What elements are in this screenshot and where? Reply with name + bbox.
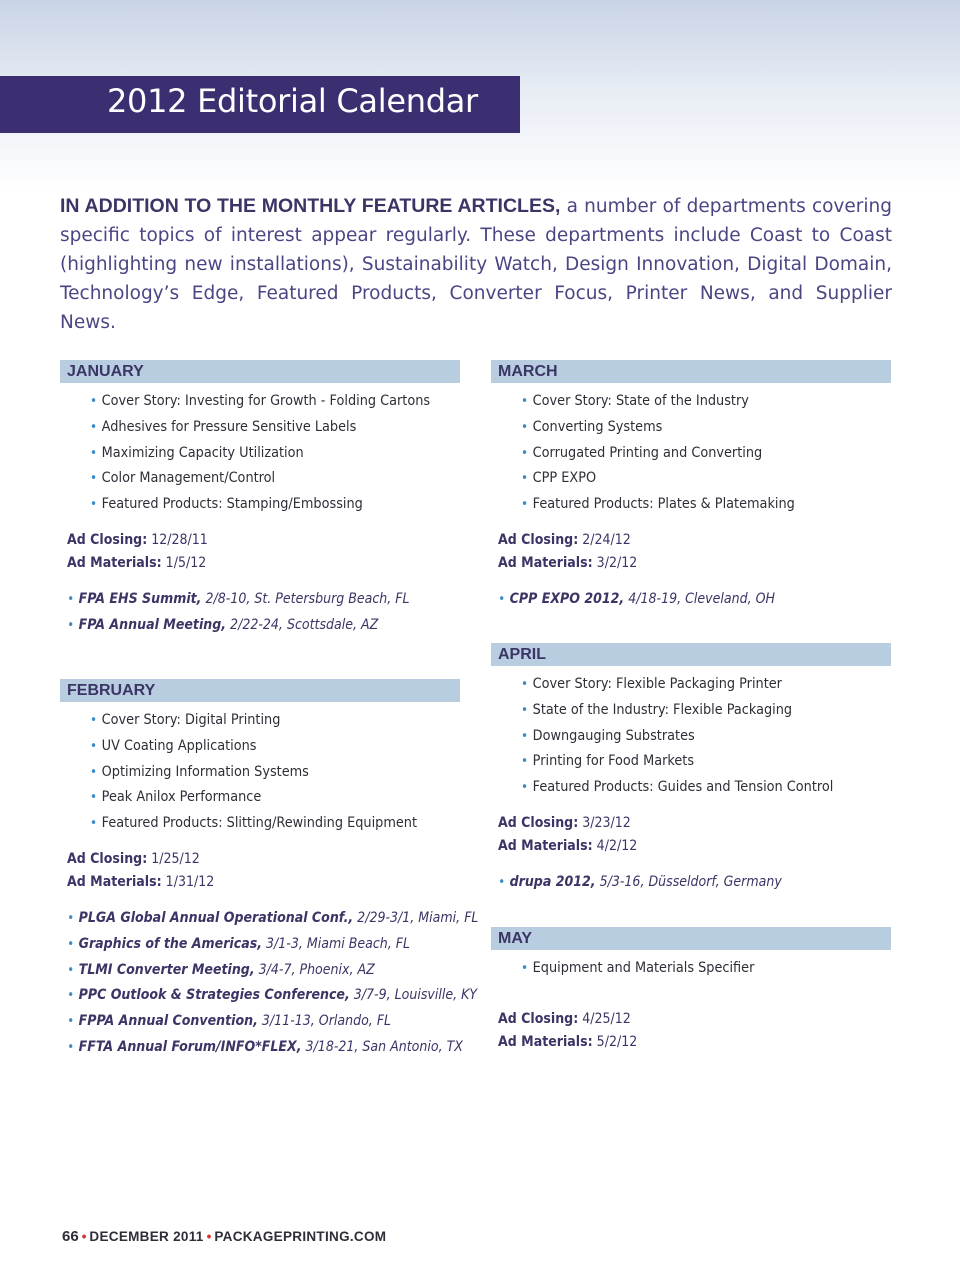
event-item: • FPA EHS Summit, 2/8-10, St. Petersburg Beach, FL	[67, 590, 410, 607]
bullet-icon: •	[90, 816, 98, 832]
deadlines	[491, 812, 891, 858]
website: PACKAGEPRINTING.COM	[214, 1229, 387, 1244]
topic-item: • Cover Story: State of the Industry	[521, 393, 749, 409]
topic-item: • State of the Industry: Flexible Packaging	[521, 701, 793, 718]
event-item: • CPP EXPO 2012, 4/18-19, Cleveland, OH	[498, 590, 775, 607]
deadlines	[60, 529, 460, 575]
topic-item: • Equipment and Materials Specifier	[521, 960, 755, 976]
topic-item: • Printing for Food Markets	[521, 753, 695, 770]
issue-date: DECEMBER 2011	[89, 1229, 204, 1244]
topic-list	[491, 666, 891, 801]
topic-item: • Downgauging Substrates	[521, 727, 695, 744]
bullet-icon: •	[498, 591, 506, 607]
event-item: • Graphics of the Americas, 3/1-3, Miami Beach, FL	[67, 935, 411, 952]
topic-item: • Optimizing Information Systems	[90, 763, 309, 780]
event-list	[491, 587, 891, 613]
ad-materials: Ad Materials: 4/2/12	[498, 837, 638, 854]
topic-item: • Converting Systems	[521, 418, 663, 435]
month-header: APRIL	[491, 643, 891, 666]
bullet-icon: •	[90, 394, 98, 409]
month-header: JANUARY	[60, 360, 460, 383]
month-february	[60, 679, 479, 1061]
bullet-icon: •	[521, 445, 529, 461]
event-item: • FPA Annual Meeting, 2/22-24, Scottsdale, AZ	[67, 616, 379, 633]
ad-closing: Ad Closing: 2/24/12	[498, 531, 631, 548]
ad-closing: Ad Closing: 3/23/12	[498, 814, 631, 831]
event-list	[60, 587, 460, 639]
ad-closing: Ad Closing: 12/28/11	[67, 531, 208, 548]
bullet-icon: •	[498, 874, 506, 890]
month-header: FEBRUARY	[60, 679, 460, 702]
bullet-icon: •	[521, 677, 529, 692]
intro-text: a number of departments covering specific topics of interest appear regularly. These departments include Coast to Coast (highlighting new installations), Sustainability Watch, Design Innovation, Digital Domain, Technology’s Edge, Featured Products, Converter Focus, Printer News, and Supplier News.	[60, 196, 892, 333]
page-number: 66	[62, 1228, 79, 1245]
intro-paragraph	[60, 192, 892, 337]
event-item: • FPPA Annual Convention, 3/11-13, Orlando, FL	[67, 1013, 392, 1030]
deadlines	[491, 529, 891, 575]
event-item: • FFTA Annual Forum/INFO*FLEX, 3/18-21, San Antonio, TX	[67, 1038, 463, 1055]
footer-bullet-icon: •	[81, 1229, 87, 1244]
topic-list	[60, 702, 460, 837]
bullet-icon: •	[67, 1039, 75, 1055]
bullet-icon: •	[521, 961, 529, 976]
bullet-icon: •	[90, 471, 98, 487]
topic-list	[60, 383, 460, 518]
topic-item: • Featured Products: Stamping/Embossing	[90, 496, 363, 513]
topic-item: • Cover Story: Flexible Packaging Printer	[521, 676, 782, 692]
bullet-icon: •	[67, 988, 75, 1004]
event-list	[60, 906, 479, 1061]
bullet-icon: •	[521, 497, 529, 513]
topic-item: • Cover Story: Investing for Growth - Folding Cartons	[90, 393, 431, 409]
topic-item: • Featured Products: Guides and Tension Control	[521, 779, 834, 796]
ad-closing: Ad Closing: 4/25/12	[498, 1010, 631, 1027]
topic-item: • Featured Products: Plates & Platemaking	[521, 496, 795, 513]
bullet-icon: •	[521, 394, 529, 409]
month-header: MARCH	[491, 360, 891, 383]
bullet-icon: •	[67, 1014, 75, 1030]
event-list	[491, 870, 891, 896]
bullet-icon: •	[90, 497, 98, 513]
bullet-icon: •	[67, 617, 75, 633]
topic-item: • Color Management/Control	[90, 470, 276, 487]
bullet-icon: •	[67, 962, 75, 978]
bullet-icon: •	[90, 713, 98, 728]
bullet-icon: •	[90, 764, 98, 780]
bullet-icon: •	[521, 754, 529, 770]
month-may	[491, 927, 891, 1054]
deadlines	[491, 1008, 891, 1054]
ad-materials: Ad Materials: 1/5/12	[67, 554, 207, 571]
topic-list	[491, 383, 891, 518]
bullet-icon: •	[67, 910, 75, 926]
ad-materials: Ad Materials: 3/2/12	[498, 554, 638, 571]
bullet-icon: •	[521, 471, 529, 487]
bullet-icon: •	[521, 702, 529, 718]
ad-materials: Ad Materials: 5/2/12	[498, 1033, 638, 1050]
event-item: • PPC Outlook & Strategies Conference, 3/7-9, Louisville, KY	[67, 987, 478, 1004]
bullet-icon: •	[67, 936, 75, 952]
ad-materials: Ad Materials: 1/31/12	[67, 873, 215, 890]
bullet-icon: •	[521, 780, 529, 796]
page-footer	[62, 1228, 386, 1245]
topic-item: • Cover Story: Digital Printing	[90, 712, 281, 728]
bullet-icon: •	[521, 728, 529, 744]
event-item: • drupa 2012, 5/3-16, Düsseldorf, Germany	[498, 873, 782, 890]
ad-closing: Ad Closing: 1/25/12	[67, 850, 200, 867]
topic-item: • Adhesives for Pressure Sensitive Labels	[90, 418, 357, 435]
topic-item: • Featured Products: Slitting/Rewinding Equipment	[90, 815, 418, 832]
intro-lead: IN ADDITION TO THE MONTHLY FEATURE ARTICLES,	[60, 195, 561, 217]
page-title: 2012 Editorial Calendar	[107, 82, 478, 120]
topic-item: • Maximizing Capacity Utilization	[90, 444, 304, 461]
deadlines	[60, 848, 460, 894]
topic-item: • Corrugated Printing and Converting	[521, 444, 763, 461]
bullet-icon: •	[90, 445, 98, 461]
topic-item: • UV Coating Applications	[90, 737, 257, 754]
bullet-icon: •	[67, 591, 75, 607]
bullet-icon: •	[90, 738, 98, 754]
footer-bullet-icon: •	[206, 1229, 212, 1244]
month-header: MAY	[491, 927, 891, 950]
month-january	[60, 360, 460, 639]
event-item: • PLGA Global Annual Operational Conf., 2/29-3/1, Miami, FL	[67, 909, 479, 926]
topic-item: • CPP EXPO	[521, 470, 597, 487]
title-bar	[0, 76, 520, 133]
month-march	[491, 360, 891, 613]
bullet-icon: •	[90, 790, 98, 806]
bullet-icon: •	[90, 419, 98, 435]
bullet-icon: •	[521, 419, 529, 435]
topic-list	[491, 950, 891, 982]
event-item: • TLMI Converter Meeting, 3/4-7, Phoenix, AZ	[67, 961, 375, 978]
topic-item: • Peak Anilox Performance	[90, 789, 262, 806]
month-april	[491, 643, 891, 896]
